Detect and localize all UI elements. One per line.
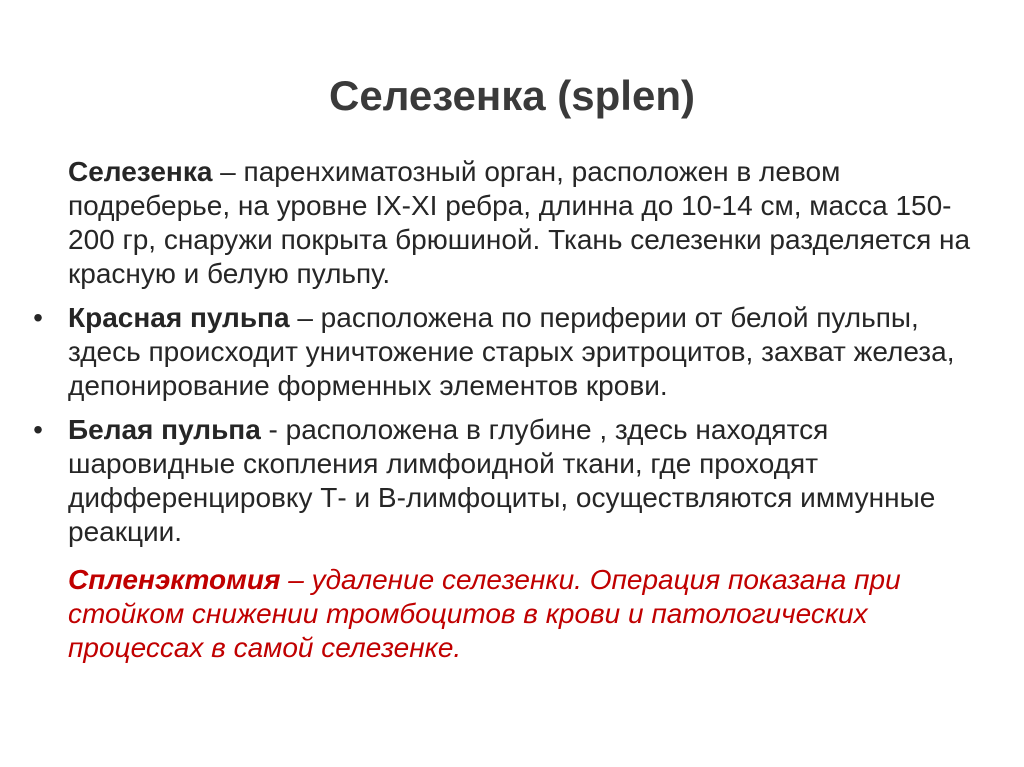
white-pulp-text: - расположена в глубине , здесь находятся шаровидные скопления лимфоидной ткани, где проходят дифференцировку Т- и В-лимфоциты, осуществляются иммунные реакции.	[68, 414, 936, 547]
bullet-icon: •	[33, 302, 43, 333]
intro-text: – паренхиматозный орган, расположен в левом подреберье, на уровне IX-XI ребра, длинна до 10-14 см, масса 150-200 гр, снаружи покрыта брюшиной. Ткань селезенки разделяется на красную и белую пульпу.	[68, 156, 971, 289]
slide-content	[33, 155, 988, 675]
bullet-icon: •	[33, 414, 43, 445]
bullet-red-pulp	[33, 301, 988, 403]
intro-paragraph	[68, 155, 988, 291]
white-pulp-term: Белая пульпа	[68, 414, 261, 445]
slide-title: Селезенка (splen)	[329, 72, 695, 119]
intro-term: Селезенка	[68, 156, 213, 187]
bullet-white-pulp	[33, 413, 988, 549]
red-pulp-term: Красная пульпа	[68, 302, 290, 333]
splenectomy-note	[68, 563, 988, 665]
splenectomy-term: Спленэктомия	[68, 564, 281, 595]
red-pulp-text: – расположена по периферии от белой пульпы, здесь происходит уничтожение старых эритроцитов, захват железа, депонирование форменных элементов крови.	[68, 302, 955, 401]
splenectomy-text: – удаление селезенки. Операция показана при стойком снижении тромбоцитов в крови и патологических процессах в самой селезенке.	[68, 564, 901, 663]
